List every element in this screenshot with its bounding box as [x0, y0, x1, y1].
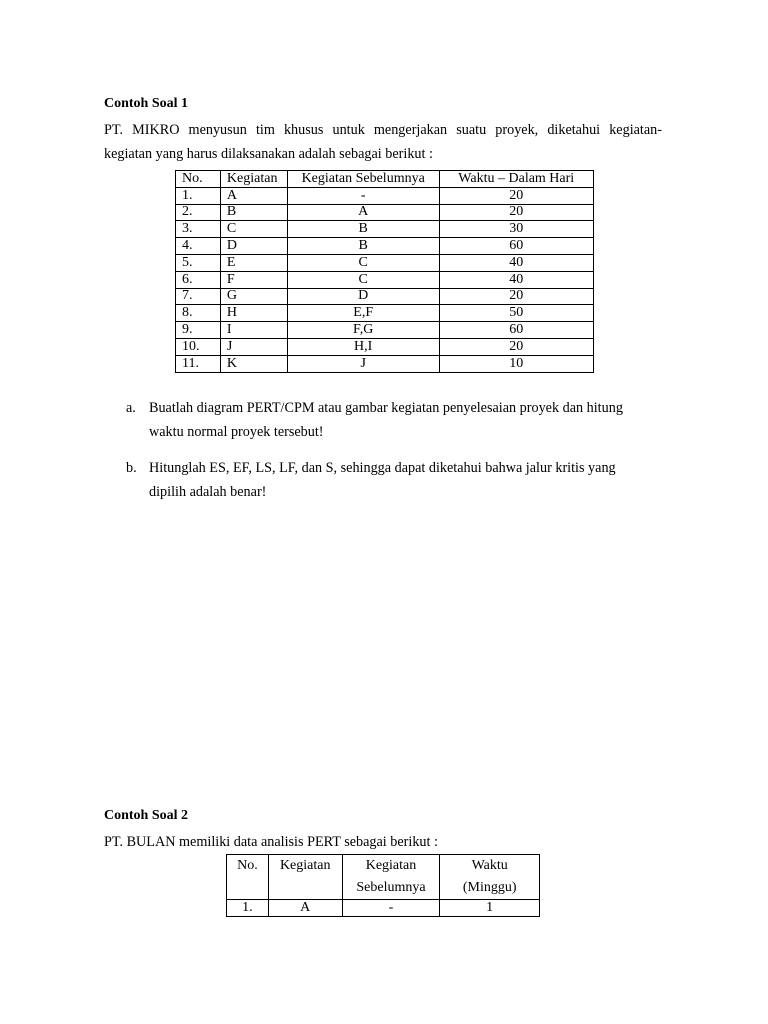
table1-cell: 10 — [439, 355, 594, 372]
table1-cell: 8. — [176, 305, 221, 322]
table1-cell: 20 — [439, 187, 594, 204]
question-a-line2: waktu normal proyek tersebut! — [149, 424, 324, 440]
table1-cell: 20 — [439, 338, 594, 355]
table2-header-row — [227, 855, 540, 900]
table1-cell: 2. — [176, 204, 221, 221]
table1-header-cell: Kegiatan — [220, 171, 287, 188]
table1-cell: 7. — [176, 288, 221, 305]
table1-row — [176, 305, 594, 322]
table1-cell: 50 — [439, 305, 594, 322]
table1-cell: I — [220, 322, 287, 339]
table1-cell: 4. — [176, 238, 221, 255]
table2-cell: A — [268, 900, 342, 917]
table1-cell: F,G — [287, 322, 439, 339]
table1-cell: K — [220, 355, 287, 372]
table1-cell: E,F — [287, 305, 439, 322]
question-b-line1: Hitunglah ES, EF, LS, LF, dan S, sehingga dapat diketahui bahwa jalur kritis yang — [149, 460, 616, 476]
table1-cell: - — [287, 187, 439, 204]
table1-cell: 10. — [176, 338, 221, 355]
question-a — [126, 396, 686, 444]
table1-cell: 11. — [176, 355, 221, 372]
table2-header-cell: Kegiatan — [268, 855, 342, 900]
section1-intro-line1: PT. MIKRO menyusun tim khusus untuk mengerjakan suatu proyek, diketahui kegiatan- — [104, 122, 662, 138]
table1-cell: 3. — [176, 221, 221, 238]
table1-cell: 30 — [439, 221, 594, 238]
table1-row — [176, 254, 594, 271]
table1-cell: 20 — [439, 288, 594, 305]
table1-cell: 40 — [439, 254, 594, 271]
table1-cell: 9. — [176, 322, 221, 339]
question-b — [126, 456, 686, 504]
table1-row — [176, 322, 594, 339]
section1-intro-line2: kegiatan yang harus dilaksanakan adalah sebagai berikut : — [104, 146, 433, 162]
section2-heading: Contoh Soal 2 — [104, 808, 189, 823]
table1-cell: A — [287, 204, 439, 221]
table1-cell: C — [287, 254, 439, 271]
table1-row — [176, 288, 594, 305]
table1-row — [176, 204, 594, 221]
activity-table-1 — [175, 170, 594, 373]
table1-cell: H — [220, 305, 287, 322]
table1-cell: H,I — [287, 338, 439, 355]
table1-cell: G — [220, 288, 287, 305]
table1-cell: A — [220, 187, 287, 204]
question-a-line1: Buatlah diagram PERT/CPM atau gambar kegiatan penyelesaian proyek dan hitung — [149, 400, 623, 416]
table1-row — [176, 221, 594, 238]
table1-cell: D — [220, 238, 287, 255]
table1-cell: C — [287, 271, 439, 288]
question-b-line2: dipilih adalah benar! — [149, 484, 267, 500]
table1-header-cell: Kegiatan Sebelumnya — [287, 171, 439, 188]
table2-cell: 1 — [440, 900, 540, 917]
table2-header-cell: Kegiatan Sebelumnya — [342, 855, 440, 900]
table1-row — [176, 338, 594, 355]
question-b-marker: b. — [126, 460, 137, 476]
table1-cell: 60 — [439, 238, 594, 255]
table1-cell: E — [220, 254, 287, 271]
table1-cell: B — [220, 204, 287, 221]
table1-cell: 1. — [176, 187, 221, 204]
table2-header-cell: No. — [227, 855, 269, 900]
table2-cell: - — [342, 900, 440, 917]
table1-cell: 20 — [439, 204, 594, 221]
activity-table-2 — [226, 854, 540, 917]
table2-row — [227, 900, 540, 917]
table1-cell: F — [220, 271, 287, 288]
table1-row — [176, 355, 594, 372]
table1-cell: 6. — [176, 271, 221, 288]
table1-cell: C — [220, 221, 287, 238]
table1-header-row — [176, 171, 594, 188]
table2-cell: 1. — [227, 900, 269, 917]
table1-cell: B — [287, 238, 439, 255]
table1-row — [176, 271, 594, 288]
question-a-marker: a. — [126, 400, 136, 416]
table1-header-cell: No. — [176, 171, 221, 188]
table1-cell: 40 — [439, 271, 594, 288]
table1-cell: D — [287, 288, 439, 305]
table1-cell: B — [287, 221, 439, 238]
section1-heading: Contoh Soal 1 — [104, 96, 189, 111]
table1-row — [176, 238, 594, 255]
table1-cell: 5. — [176, 254, 221, 271]
table1-row — [176, 187, 594, 204]
table1-cell: J — [220, 338, 287, 355]
table1-header-cell: Waktu – Dalam Hari — [439, 171, 594, 188]
table1-cell: J — [287, 355, 439, 372]
section2-intro: PT. BULAN memiliki data analisis PERT sebagai berikut : — [104, 834, 438, 850]
table1-cell: 60 — [439, 322, 594, 339]
table2-header-cell: Waktu (Minggu) — [440, 855, 540, 900]
